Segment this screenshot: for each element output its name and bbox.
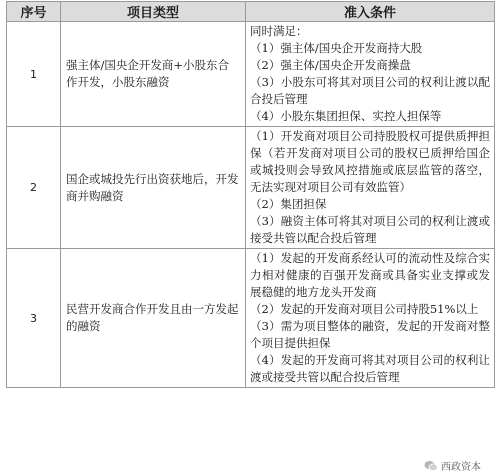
row-number: 2 xyxy=(7,127,61,249)
table-header-row xyxy=(7,2,495,22)
condition-line: （4）小股东集团担保、实控人担保等 xyxy=(250,109,442,123)
wechat-icon xyxy=(424,460,438,472)
project-type-cell: 国企或城投先行出资获地后，开发商并购融资 xyxy=(61,127,246,249)
condition-line: （1）发起的开发商系经认可的流动性及综合实力相对健康的百强开发商或具备实业支撑或发展稳健的地方龙头开发商 xyxy=(250,251,490,299)
table-row xyxy=(7,249,495,388)
conditions-cell xyxy=(246,127,495,249)
condition-line: （3）融资主体可将其对项目公司的权利让渡或接受共管以配合投后管理 xyxy=(250,214,490,245)
header-no: 序号 xyxy=(7,2,61,22)
table-row xyxy=(7,127,495,249)
header-project-type: 项目类型 xyxy=(61,2,246,22)
condition-line: （2）发起的开发商对项目公司持股51%以上 xyxy=(250,302,479,316)
project-type-cell: 强主体/国央企开发商+小股东合作开发，小股东融资 xyxy=(61,22,246,127)
condition-line: （1）强主体/国央企开发商持大股 xyxy=(250,41,423,55)
row-number: 1 xyxy=(7,22,61,127)
condition-line: （2）强主体/国央企开发商操盘 xyxy=(250,58,411,72)
access-conditions-table xyxy=(6,1,495,388)
table-row xyxy=(7,22,495,127)
condition-line: （4）发起的开发商可将其对项目公司的权利让渡或接受共管以配合投后管理 xyxy=(250,353,490,384)
watermark xyxy=(421,458,484,473)
conditions-cell xyxy=(246,22,495,127)
project-type-cell: 民营开发商合作开发且由一方发起的融资 xyxy=(61,249,246,388)
header-conditions: 准入条件 xyxy=(246,2,495,22)
conditions-cell xyxy=(246,249,495,388)
condition-line: （2）集团担保 xyxy=(250,197,327,211)
condition-line: （3）小股东可将其对项目公司的权利让渡以配合投后管理 xyxy=(250,75,490,106)
row-number: 3 xyxy=(7,249,61,388)
condition-line: 同时满足： xyxy=(250,24,308,38)
watermark-text: 西政资本 xyxy=(441,462,481,473)
condition-line: （1）开发商对项目公司持股股权可提供质押担保（若开发商对项目公司的股权已质押给国企或城投则会导致风控措施或底层监管的落空，无法实现对项目公司有效监管） xyxy=(250,129,490,194)
condition-line: （3）需为项目整体的融资，发起的开发商对整个项目提供担保 xyxy=(250,319,490,350)
